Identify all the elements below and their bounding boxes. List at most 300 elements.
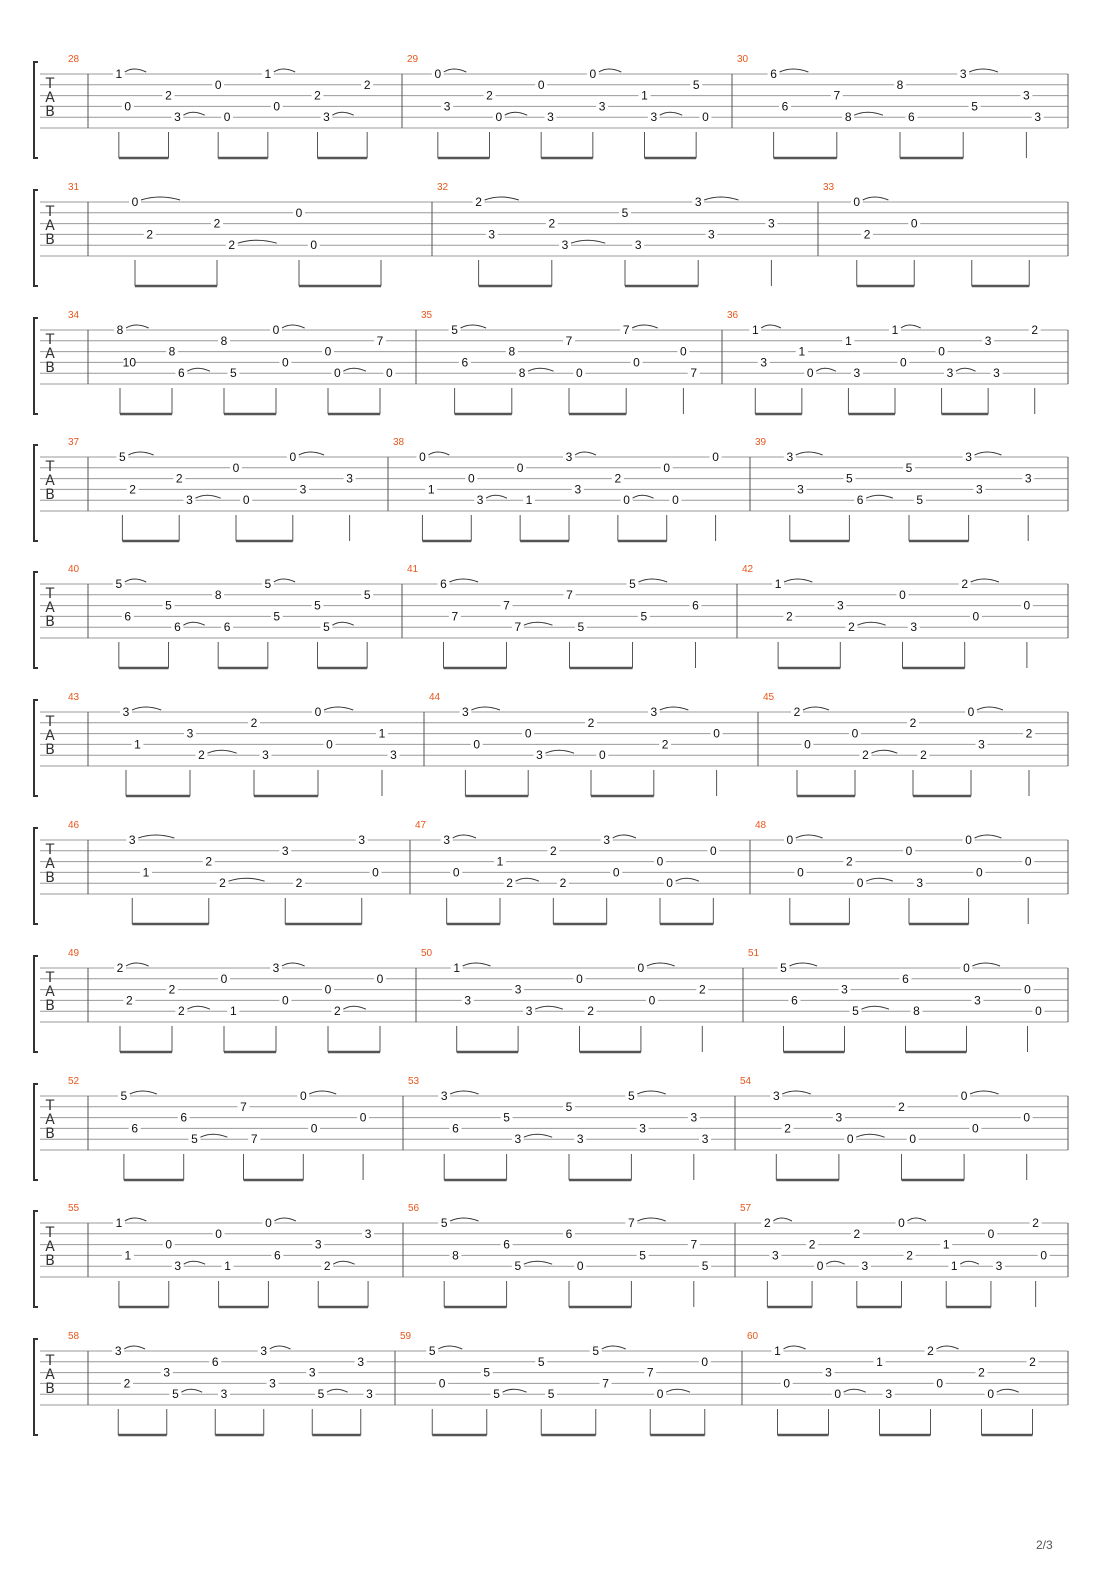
fret-number: 6 [274,1248,281,1263]
fret-number: 0 [623,493,630,508]
fret-number: 3 [357,1354,365,1369]
measure-number: 45 [763,692,775,703]
tab-clef-letter: T [45,1353,55,1369]
tab-clef-letter: A [45,90,55,106]
tie-arc [187,1006,210,1009]
fret-number: 5 [565,1099,573,1114]
system-bracket [34,190,38,286]
fret-number: 3 [772,1089,780,1103]
fret-number: 0 [975,865,983,880]
fret-number: 2 [178,1004,185,1019]
fret-number: 0 [165,1237,173,1252]
fret-number: 8 [518,366,526,381]
tie-arc [857,622,885,625]
tab-clef-letter: B [45,1381,55,1397]
fret-number: 3 [220,1387,228,1402]
tab-clef-letter: B [45,360,55,376]
tie-arc [803,707,829,710]
tie-arc [438,1346,462,1349]
fret-number: 2 [785,609,793,624]
fret-number: 2 [295,876,303,891]
fret-number: 3 [1023,88,1030,103]
fret-number: 3 [598,99,606,114]
tie-arc [229,878,265,881]
fret-number: 3 [281,843,289,858]
fret-number: 3 [525,1004,533,1019]
measure-number: 30 [737,54,749,65]
tie-arc [485,197,519,200]
fret-number: 0 [637,961,645,975]
fret-number: 0 [324,344,332,359]
fret-number: 3 [916,876,924,891]
fret-number: 1 [942,1237,950,1252]
fret-number: 3 [1024,471,1032,486]
fret-number: 5 [639,1248,646,1263]
tie-arc [971,579,999,582]
fret-number: 2 [661,737,669,752]
fret-number: 6 [131,1121,139,1136]
fret-number: 0 [324,982,332,997]
fret-number: 0 [936,1376,944,1391]
fret-number: 7 [565,333,573,348]
fret-number: 2 [961,577,969,591]
tie-arc [208,750,237,753]
fret-number: 5 [119,450,126,464]
tie-arc [637,1091,665,1094]
tab-clef-letter: T [45,459,55,475]
fret-number: 0 [295,205,303,220]
fret-number: 8 [913,1004,920,1019]
fret-number: 6 [902,971,909,986]
fret-number: 0 [834,1387,842,1402]
fret-number: 0 [972,1121,979,1136]
fret-number: 8 [220,333,228,348]
tab-clef-letter: B [45,1126,55,1142]
tab-clef-letter: B [45,487,55,503]
tie-arc [773,1218,792,1221]
fret-number: 0 [282,355,289,370]
tie-arc [524,1261,552,1264]
fret-number: 0 [473,737,481,752]
fret-number: 3 [825,1365,832,1380]
tie-arc [141,197,180,200]
tie-arc [969,69,998,72]
fret-number: 3 [561,238,569,253]
tie-arc [505,112,527,115]
fret-number: 2 [808,1237,816,1252]
tab-clef-letter: T [45,970,55,986]
tie-arc [613,835,636,838]
fret-number: 5 [701,1259,709,1274]
fret-number: 2 [205,854,213,869]
tab-system [34,820,1068,924]
fret-number: 3 [701,1132,709,1147]
fret-number: 7 [250,1132,258,1147]
fret-number: 2 [213,216,221,231]
fret-number: 3 [650,705,658,719]
tab-clef-letter: A [45,856,55,872]
tab-clef-letter: A [45,1112,55,1128]
tie-arc [128,452,153,455]
measure-number: 28 [68,54,80,65]
tie-arc [343,368,366,371]
tab-system [34,1331,1068,1435]
fret-number: 5 [120,1089,128,1103]
fret-number: 0 [702,110,709,125]
measure-number: 58 [68,1331,80,1342]
fret-number: 3 [358,833,366,847]
fret-number: 0 [359,1110,367,1125]
fret-number: 1 [641,88,648,103]
fret-number: 2 [506,876,513,891]
system-bracket [34,700,38,796]
fret-number: 0 [816,1259,824,1274]
tab-clef-letter: A [45,600,55,616]
fret-number: 0 [987,1226,995,1241]
tie-arc [524,622,553,625]
fret-number: 0 [282,993,289,1008]
fret-number: 5 [640,609,648,624]
fret-number: 0 [797,865,804,880]
fret-number: 3 [323,110,330,125]
tie-arc [871,750,897,753]
fret-number: 2 [614,471,622,486]
tab-clef-letter: A [45,218,55,234]
measure-number: 49 [68,948,80,959]
tie-arc [637,1218,665,1221]
fret-number: 3 [861,1259,869,1274]
fret-number: 5 [547,1387,555,1402]
fret-number: 3 [272,961,280,975]
fret-number: 6 [174,620,181,635]
fret-number: 0 [419,450,426,464]
tie-arc [960,1261,979,1264]
fret-number: 3 [885,1387,893,1402]
fret-number: 2 [1031,323,1039,337]
fret-number: 0 [289,450,297,464]
fret-number: 3 [514,1132,522,1147]
fret-number: 2 [475,195,482,209]
tab-system [34,948,1068,1052]
fret-number: 0 [806,366,814,381]
fret-number: 0 [265,1216,272,1230]
fret-number: 3 [476,493,484,508]
tie-arc [126,325,149,328]
fret-number: 2 [846,854,853,869]
fret-number: 2 [853,1226,861,1241]
tie-arc [782,1091,810,1094]
fret-number: 3 [1034,110,1042,125]
fret-number: 0 [633,355,640,370]
fret-number: 7 [602,1376,609,1391]
fret-number: 0 [910,216,918,231]
fret-number: 6 [124,609,132,624]
fret-number: 0 [1024,982,1031,997]
fret-number: 3 [650,110,658,125]
tie-arc [854,112,883,115]
fret-number: 6 [692,598,699,613]
fret-number: 3 [910,620,918,635]
fret-number: 3 [514,982,522,997]
fret-number: 0 [900,355,907,370]
tie-arc [503,1389,527,1392]
fret-number: 1 [876,1354,883,1369]
fret-number: 0 [376,971,384,986]
tie-arc [274,579,295,582]
fret-number: 0 [232,460,240,475]
tie-arc [632,325,657,328]
tie-arc [125,579,146,582]
fret-number: 0 [972,609,980,624]
fret-number: 3 [841,982,848,997]
tie-arc [856,1134,884,1137]
fret-number: 3 [574,482,582,497]
fret-number: 2 [250,715,258,730]
fret-number: 1 [115,1216,123,1230]
fret-number: 3 [634,238,642,253]
fret-number: 6 [791,993,798,1008]
fret-number: 0 [438,1376,446,1391]
fret-number: 6 [461,355,469,370]
tie-arc [327,1389,348,1392]
fret-number: 2 [559,876,567,891]
fret-number: 3 [443,99,451,114]
fret-number: 0 [576,1259,584,1274]
tie-arc [524,1134,552,1137]
system-bracket [34,956,38,1052]
fret-number: 7 [451,609,459,624]
measure-number: 54 [740,1076,752,1087]
fret-number: 1 [427,482,435,497]
tie-arc [975,452,1002,455]
fret-number: 3 [835,1110,843,1125]
fret-number: 8 [116,323,124,337]
tie-arc [450,1218,478,1221]
fret-number: 5 [621,205,629,220]
fret-number: 5 [451,323,458,337]
fret-number: 2 [363,77,371,92]
fret-number: 0 [909,1132,917,1147]
tie-arc [130,1091,157,1094]
fret-number: 5 [314,598,321,613]
fret-number: 3 [974,993,981,1008]
fret-number: 6 [856,493,864,508]
fret-number: 3 [269,1376,276,1391]
tab-system [34,1076,1068,1180]
tie-arc [126,963,149,966]
fret-number: 0 [1023,598,1031,613]
tie-arc [309,1091,336,1094]
fret-number: 1 [453,961,461,975]
fret-number: 2 [898,1099,905,1114]
tie-arc [125,1218,146,1221]
fret-number: 5 [692,77,700,92]
fret-number: 3 [260,1344,268,1358]
fret-number: 5 [317,1387,325,1402]
tab-clef-letter: A [45,473,55,489]
fret-number: 1 [224,1259,231,1274]
fret-number: 1 [115,67,123,81]
tie-arc [187,368,210,371]
fret-number: 7 [646,1365,654,1380]
tie-arc [660,112,682,115]
fret-number: 0 [851,726,859,741]
tab-clef-letter: B [45,870,55,886]
fret-number: 5 [230,366,237,381]
fret-number: 5 [628,1089,635,1103]
fret-number: 2 [323,1259,331,1274]
fret-number: 0 [273,99,281,114]
fret-number: 8 [896,77,904,92]
tab-system [34,182,1068,286]
tie-arc [299,452,324,455]
fret-number: 1 [774,1344,781,1358]
fret-number: 8 [452,1248,459,1263]
measure-number: 59 [400,1331,412,1342]
fret-number: 6 [503,1237,510,1252]
fret-number: 8 [508,344,516,359]
fret-number: 1 [525,493,533,508]
fret-number: 5 [273,609,281,624]
fret-number: 2 [334,1004,341,1019]
fret-number: 0 [898,1216,905,1230]
system-bracket [34,62,38,158]
fret-number: 3 [995,1259,1003,1274]
tie-arc [125,69,146,72]
tie-arc [571,240,605,243]
tab-clef-letter: T [45,1225,55,1241]
tab-clef-letter: T [45,76,55,92]
measure-number: 57 [740,1203,752,1214]
fret-number: 3 [536,748,543,763]
tie-arc [181,1389,202,1392]
fret-number: 2 [116,961,124,975]
fret-number: 0 [310,238,318,253]
fret-number: 3 [978,737,985,752]
fret-number: 3 [797,482,804,497]
tie-arc [450,1091,478,1094]
tab-system [34,564,1068,668]
fret-number: 3 [122,705,130,719]
fret-number: 5 [592,1344,600,1358]
fret-number: 7 [376,333,384,348]
fret-number: 6 [565,1226,573,1241]
fret-number: 5 [483,1365,491,1380]
fret-number: 2 [920,748,927,763]
fret-number: 2 [698,982,706,997]
fret-number: 5 [971,99,978,114]
measure-number: 60 [747,1331,759,1342]
tab-clef-letter: B [45,1253,55,1269]
fret-number: 3 [836,598,844,613]
system-bracket [34,1211,38,1307]
fret-number: 0 [672,493,679,508]
fret-number: 0 [899,587,906,602]
tie-arc [124,1346,145,1349]
fret-number: 0 [1024,854,1032,869]
tie-arc [937,1346,959,1349]
fret-number: 3 [772,1248,779,1263]
fret-number: 2 [548,216,556,231]
fret-number: 0 [938,344,945,359]
fret-number: 0 [223,110,231,125]
tie-arc [183,112,204,115]
tie-arc [516,878,539,881]
fret-number: 3 [262,748,269,763]
fret-number: 2 [1032,1216,1039,1230]
fret-number: 2 [862,748,869,763]
tie-arc [796,835,823,838]
tab-clef-letter: T [45,204,55,220]
tab-clef-letter: A [45,1367,55,1383]
fret-number: 2 [863,227,871,242]
fret-number: 0 [314,705,322,719]
fret-number: 5 [852,1004,859,1019]
measure-number: 40 [68,564,80,575]
tie-arc [816,368,836,371]
system-bracket [34,572,38,668]
fret-number: 3 [186,493,193,508]
tie-arc [784,1346,806,1349]
fret-number: 3 [440,1089,448,1103]
fret-number: 1 [774,577,782,591]
tie-arc [866,878,893,881]
fret-number: 2 [146,227,154,242]
system-bracket [34,318,38,414]
fret-number: 7 [690,366,698,381]
fret-number: 5 [916,493,924,508]
fret-number: 0 [963,961,970,975]
measure-number: 52 [68,1076,80,1087]
fret-number: 2 [314,88,321,103]
fret-number: 3 [639,1121,646,1136]
measure-number: 43 [68,692,80,703]
measure-number: 41 [407,564,419,575]
tie-arc [486,495,507,498]
fret-number: 1 [230,1004,237,1019]
tab-clef-letter: A [45,346,55,362]
fret-number: 3 [975,482,983,497]
fret-number: 0 [663,460,671,475]
fret-number: 7 [240,1099,247,1114]
tie-arc [461,325,486,328]
fret-number: 7 [690,1237,698,1252]
fret-number: 0 [1023,1110,1031,1125]
fret-number: 3 [576,1132,584,1147]
fret-number: 1 [378,726,386,741]
tab-clef-letter: A [45,984,55,1000]
fret-number: 7 [514,620,522,635]
tab-clef-letter: B [45,742,55,758]
fret-number: 2 [906,1248,913,1263]
tab-system [34,1203,1068,1307]
fret-number: 2 [168,982,176,997]
tab-clef-letter: B [45,232,55,248]
fret-number: 0 [495,110,503,125]
fret-number: 0 [326,737,333,752]
tie-arc [796,452,823,455]
tie-arc [790,963,818,966]
fret-number: 5 [514,1259,522,1274]
fret-number: 7 [503,598,510,613]
fret-number: 2 [123,1376,131,1391]
fret-number: 3 [128,833,136,847]
measure-number: 46 [68,820,80,831]
fret-number: 3 [853,366,861,381]
tie-arc [639,579,668,582]
fret-number: 0 [434,67,442,81]
tie-arc [647,963,675,966]
